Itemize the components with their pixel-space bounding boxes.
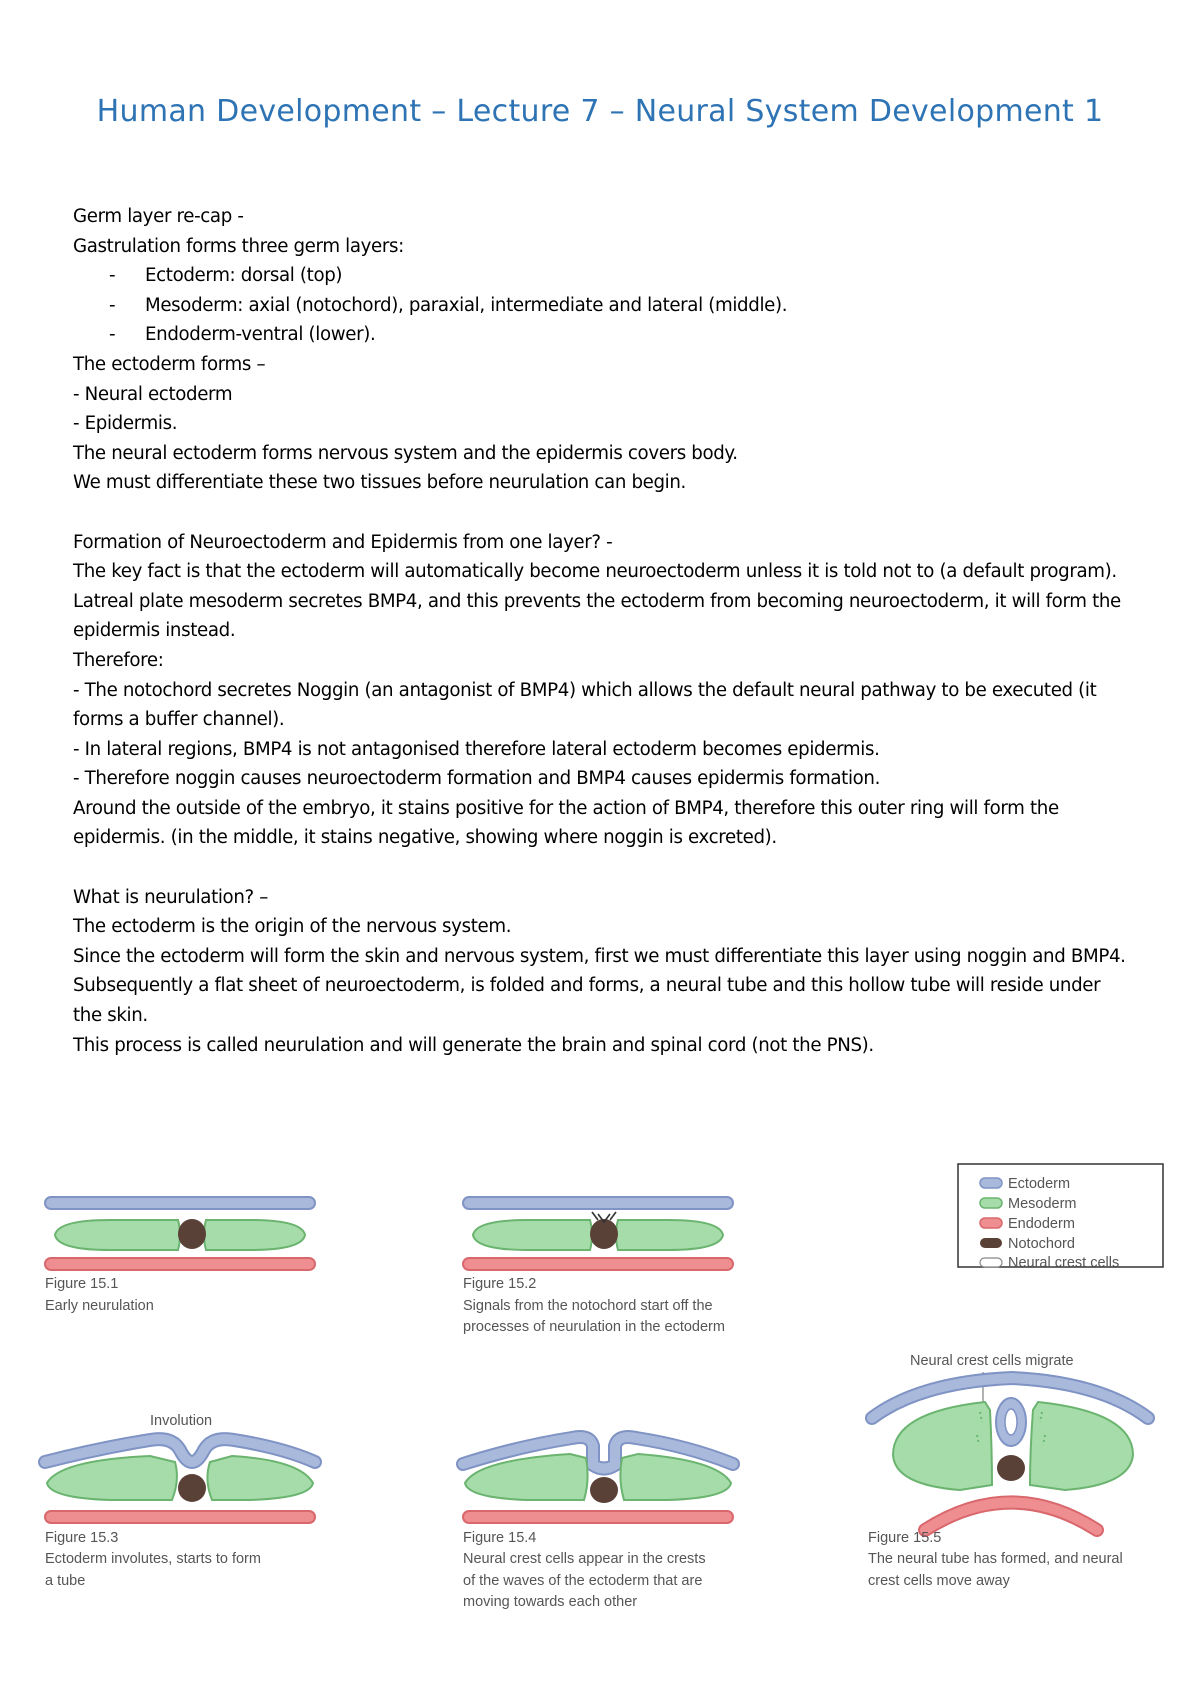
germ-intro: Gastrulation forms three germ layers: [73,235,404,257]
fig5-crest-migrate-label: Neural crest cells migrate [910,1353,1074,1369]
legend-notochord: Notochord [1008,1236,1075,1252]
fig5-endoderm-fill [925,1503,1097,1531]
fig1-notochord [178,1219,206,1249]
formation-paragraph-2: Latreal plate mesoderm secretes BMP4, and this prevents the ectoderm from becoming neuroectoderm, it will form the epidermis instead. [73,590,1121,642]
fig3-caption-1: Ectoderm involutes, starts to form [45,1551,261,1567]
neurulation-paragraph-1: The ectoderm is the origin of the nervous system. [73,916,512,938]
fig2-label: Figure 15.2 [463,1276,537,1292]
germ-bullet-ectoderm: - Ectoderm: dorsal (top) [109,265,343,287]
fig3-involution-label: Involution [150,1413,213,1429]
document-body [73,202,1133,1060]
germ-bullet-mesoderm: - Mesoderm: axial (notochord), paraxial, intermediate and lateral (middle). [109,294,788,316]
fig5-label: Figure 15.5 [868,1530,942,1546]
fig3-caption-2: a tube [45,1573,86,1589]
fig2-mesoderm-right [616,1220,723,1250]
fig2-caption-2: processes of neurulation in the ectoderm [463,1319,725,1335]
formation-paragraph-6: - Therefore noggin causes neuroectoderm formation and BMP4 causes epidermis formation. [73,768,881,790]
fig5-notochord [997,1455,1025,1481]
fig1-label: Figure 15.1 [45,1276,119,1292]
formation-paragraph-5: - In lateral regions, BMP4 is not antagonised therefore lateral ectoderm becomes epidermis. [73,738,880,760]
fig4-caption-1: Neural crest cells appear in the crests [463,1551,706,1567]
fig2-endoderm [463,1258,733,1270]
formation-paragraph-3: Therefore: [73,649,164,671]
germ-heading: Germ layer re-cap - [73,206,244,227]
neurulation-heading: What is neurulation? – [73,886,268,908]
neurulation-paragraph-2: Since the ectoderm will form the skin and nervous system, first we must differentiate this layer using noggin and BMP4. [73,945,1126,967]
fig2-mesoderm-left [473,1220,592,1250]
legend-endoderm: Endoderm [1008,1216,1075,1232]
fig1-mesoderm-right [204,1220,305,1250]
fig5-caption-1: The neural tube has formed, and neural [868,1551,1123,1567]
neurulation-paragraph-4: This process is called neurulation and will generate the brain and spinal cord (not the PNS). [73,1034,874,1056]
formation-heading: Formation of Neuroectoderm and Epidermis from one layer? - [73,531,613,553]
figures-svg [0,1150,1200,1630]
fig3-mesoderm-right [207,1456,313,1500]
fig5-mesoderm-right [1030,1402,1133,1490]
figure-15-1 [45,1197,315,1314]
fig2-caption-1: Signals from the notochord start off the [463,1298,713,1314]
germ-paragraph-1: The neural ectoderm forms nervous system and the epidermis covers body. [73,442,738,464]
fig1-endoderm [45,1258,315,1270]
legend-ectoderm-swatch [980,1178,1002,1188]
ectoderm-forms: The ectoderm forms – [73,353,266,375]
fig3-notochord [178,1474,206,1502]
ectoderm-forms-1: - Neural ectoderm [73,383,233,405]
fig5-caption-2: crest cells move away [868,1573,1010,1589]
figure-15-4 [463,1437,733,1610]
legend-crest: Neural crest cells [1008,1255,1120,1271]
legend-mesoderm-swatch [980,1198,1002,1208]
legend-notochord-swatch [980,1238,1002,1248]
fig1-mesoderm-left [55,1220,180,1250]
fig5-neural-tube-lumen [1005,1409,1017,1435]
formation-paragraph-1: The key fact is that the ectoderm will automatically become neuroectoderm unless it is told not to (a default program). [73,561,1117,583]
ectoderm-forms-2: - Epidermis. [73,413,178,435]
fig3-endoderm [45,1511,315,1523]
page-title: Human Development – Lecture 7 – Neural System Development 1 [96,94,1104,129]
fig1-caption: Early neurulation [45,1298,154,1314]
figure-15-2 [463,1197,733,1335]
fig4-caption-2: of the waves of the ectoderm that are [463,1573,703,1589]
fig4-endoderm [463,1511,733,1523]
legend-mesoderm: Mesoderm [1008,1196,1077,1212]
figure-15-5 [868,1353,1148,1589]
fig5-mesoderm-left [893,1402,992,1490]
fig4-notochord [590,1477,618,1503]
fig4-caption-3: moving towards each other [463,1594,638,1610]
formation-paragraph-4: - The notochord secretes Noggin (an antagonist of BMP4) which allows the default neural pathway to be executed (it forms a buffer channel). [73,679,1097,731]
legend-crest-swatch [980,1258,1002,1267]
fig2-ectoderm [463,1197,733,1209]
fig2-notochord [590,1219,618,1249]
fig3-label: Figure 15.3 [45,1530,119,1546]
legend-ectoderm: Ectoderm [1008,1176,1071,1192]
germ-bullet-endoderm: - Endoderm-ventral (lower). [109,324,376,346]
formation-paragraph-7: Around the outside of the embryo, it stains positive for the action of BMP4, therefore this outer ring will form the epidermis. (in the middle, it stains negative, showing where noggin is excreted). [73,797,1059,849]
neurulation-figures [0,1150,1200,1630]
neurulation-paragraph-3: Subsequently a flat sheet of neuroectoderm, is folded and forms, a neural tube and this hollow tube will reside under the skin. [73,975,1101,1027]
legend [958,1164,1163,1271]
figure-15-3 [45,1413,315,1589]
germ-paragraph-2: We must differentiate these two tissues before neurulation can begin. [73,472,686,494]
legend-endoderm-swatch [980,1218,1002,1228]
fig4-label: Figure 15.4 [463,1530,537,1546]
fig1-ectoderm [45,1197,315,1209]
